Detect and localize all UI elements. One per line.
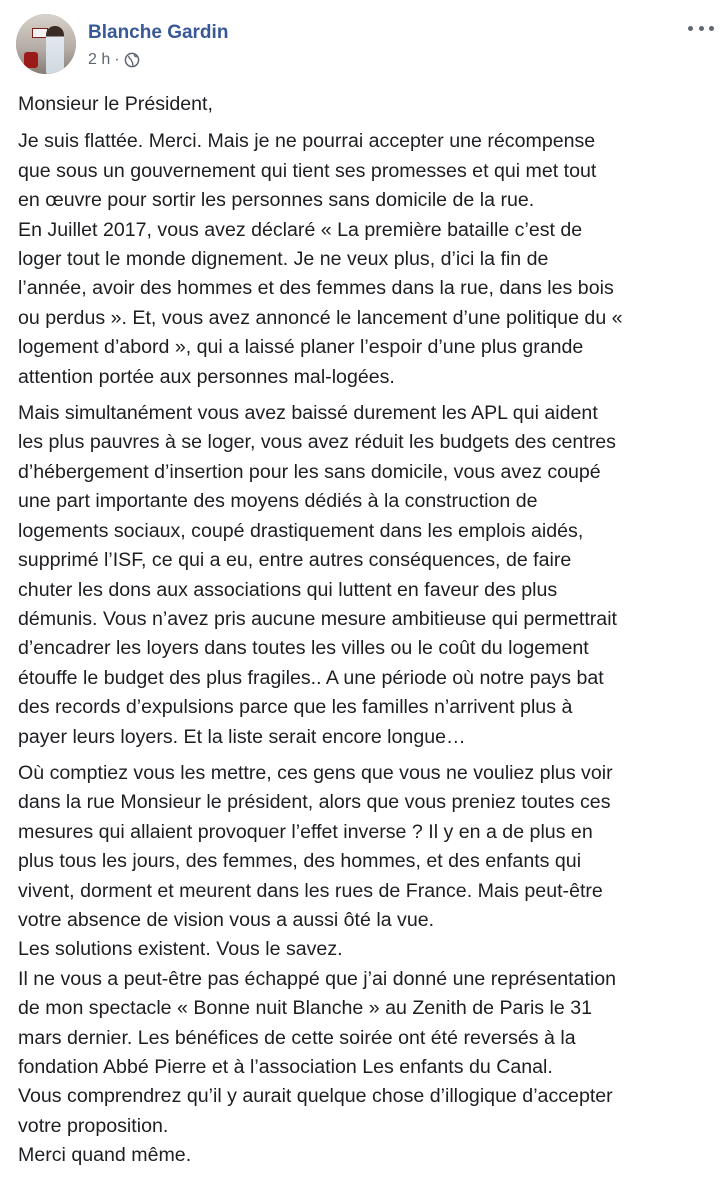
avatar-red-object bbox=[24, 52, 38, 68]
globe-icon[interactable] bbox=[124, 52, 140, 68]
post-body bbox=[18, 90, 718, 1178]
more-options-icon[interactable] bbox=[688, 20, 714, 36]
post-paragraph: Monsieur le Président, bbox=[18, 93, 213, 115]
more-dot bbox=[688, 26, 693, 31]
author-name[interactable]: Blanche Gardin bbox=[88, 22, 229, 43]
avatar[interactable] bbox=[16, 14, 76, 74]
post-paragraph: Mais simultanément vous avez baissé durement les APL qui aident les plus pauvres à se loger, vous avez réduit les budgets des centres d’hébergement d’insertion pour les sans domicile, vous avez coupé une part importante des moyens dédiés à la construction de logements sociaux, coupé drastiquement dans les emplois aidés, supprimé l’ISF, ce qui a eu, entre autres conséquences, de faire chuter les dons aux associations qui luttent en faveur des plus démunis. Vous n’avez pris aucune mesure ambitieuse qui permettrait d’encadrer les loyers dans toutes les villes ou le coût du logement étouffe le budget des plus fragiles.. A une période où notre pays bat des records d’expulsions parce que les familles n’arrivent plus à payer leurs loyers. Et la liste serait encore longue… bbox=[18, 402, 618, 748]
more-dot bbox=[709, 26, 714, 31]
meta-separator: · bbox=[114, 51, 120, 68]
post-paragraph: Où comptiez vous les mettre, ces gens que vous ne vouliez plus voir dans la rue Monsieur le président, alors que vous preniez toutes ces mesures qui allaient provoquer l’effet inverse ? Il y en a de plus en plus tous les jours, des femmes, des hommes, et des enfants qui vivent, dorment et meurent dans les rues de France. Mais peut-être votre absence de vision vous a aussi ôté la vue. Les solutions existent. Vous le savez. Il ne vous a peut-être pas échappé que j’ai donné une représentation de mon spectacle « Bonne nuit Blanche » au Zenith de Paris le 31 mars dernier. Les bénéfices de cette soirée ont été reversés à la fondation Abbé Pierre et à l’association Les enfants du Canal. Vous comprendrez qu’il y aurait quelque chose d’illogique d’accepter votre proposition. Merci quand même. bbox=[18, 761, 617, 1167]
post-timestamp[interactable]: 2 h bbox=[88, 51, 111, 68]
post-paragraph: Je suis flattée. Merci. Mais je ne pourrai accepter une récompense que sous un gouvernement qui tient ses promesses et qui met tout en œuvre pour sortir les personnes sans domicile de la rue. En Juillet 2017, vous avez déclaré « La première bataille c’est de loger tout le monde dignement. Je ne veux plus, d’ici la fin de l’année, avoir des hommes et des femmes dans la rue, dans les bois ou perdus ». Et, vous avez annoncé le lancement d’une politique du « logement d’abord », qui a laissé planer l’espoir d’une plus grande attention portée aux personnes mal-logées. bbox=[18, 130, 623, 388]
avatar-figure bbox=[46, 26, 64, 74]
post-meta bbox=[88, 51, 140, 69]
more-dot bbox=[699, 26, 704, 31]
post-header bbox=[16, 14, 716, 78]
